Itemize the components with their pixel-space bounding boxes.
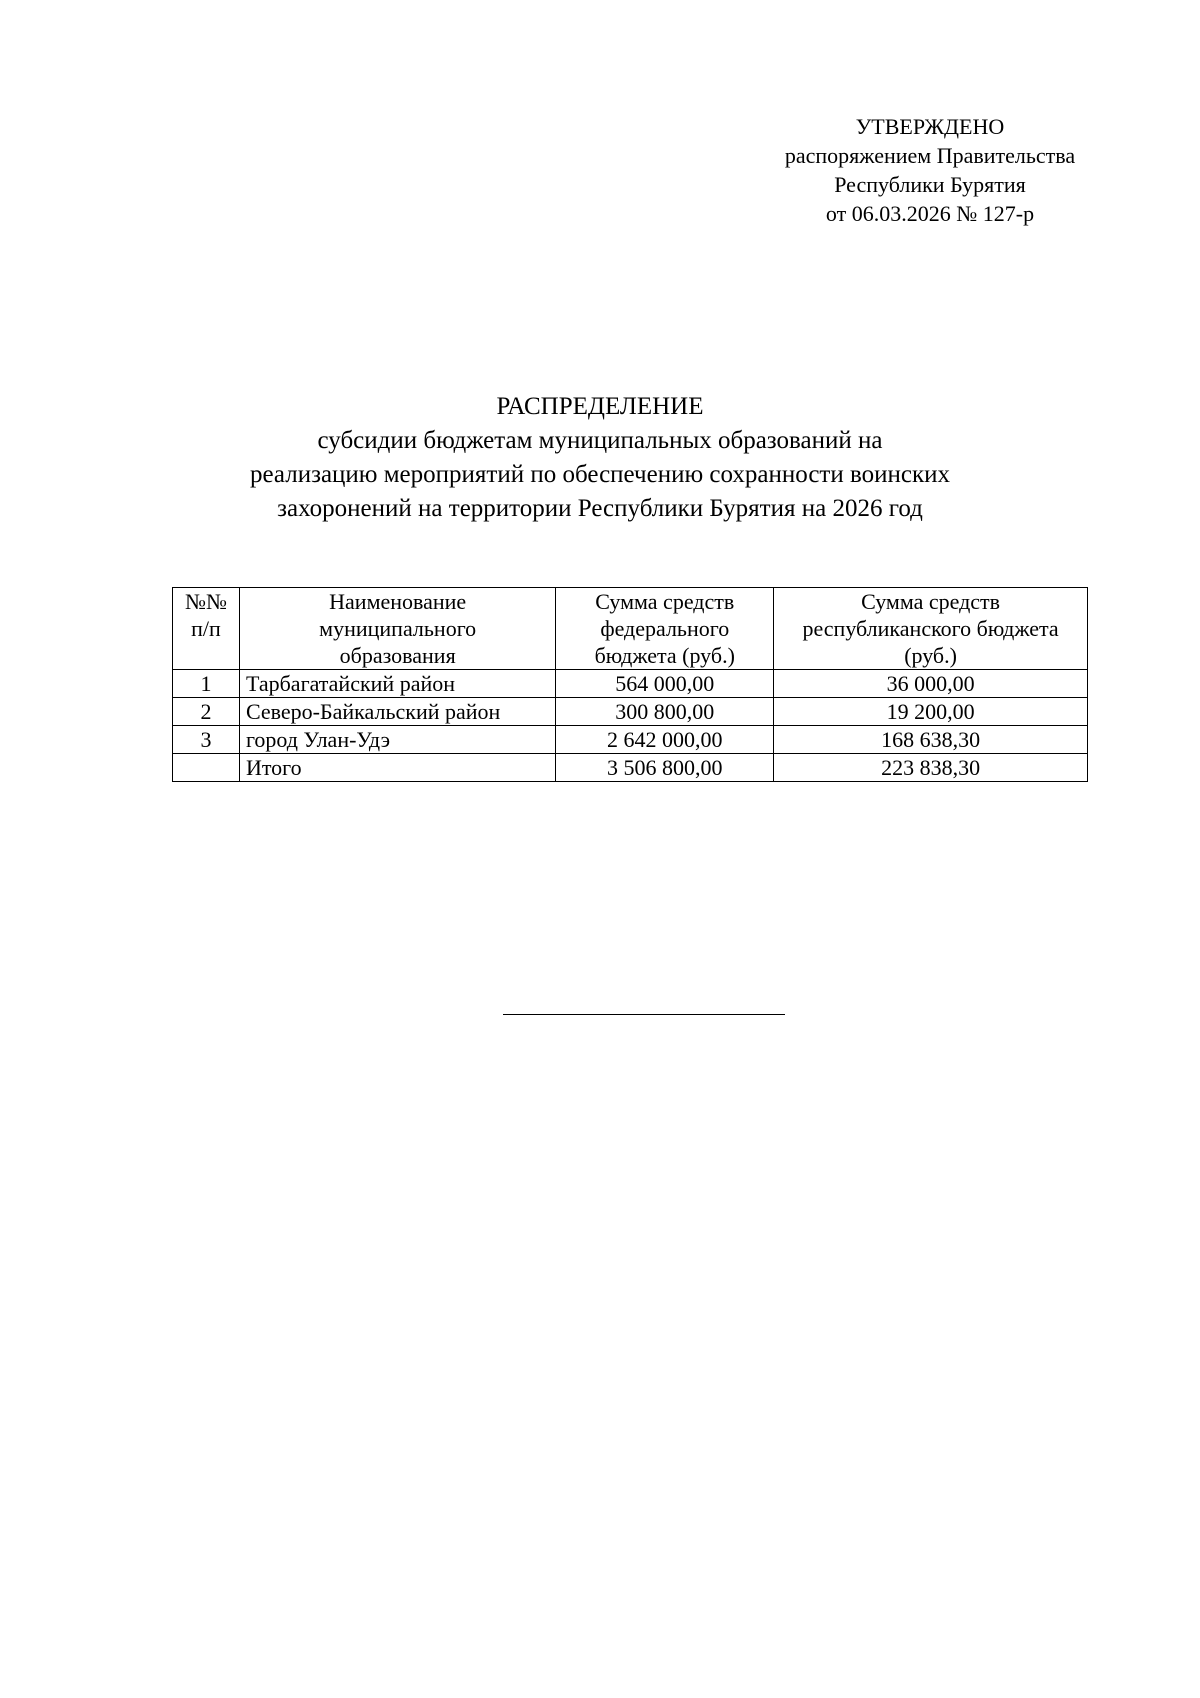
header-number-line-1: №№ [184, 589, 227, 614]
table-row [173, 670, 1088, 698]
approval-stamp [760, 112, 1100, 228]
header-federal-line-1: Сумма средств [595, 589, 735, 614]
header-republic-line-3: (руб.) [904, 643, 957, 668]
header-federal-line-3: бюджета (руб.) [594, 643, 735, 668]
header-municipality [239, 588, 555, 670]
header-republic-line-1: Сумма средств [861, 589, 1001, 614]
distribution-table [172, 587, 1088, 782]
approval-region: Республики Бурятия [834, 172, 1026, 197]
row-federal-amount: 564 000,00 [556, 670, 774, 698]
header-municipality-line-3: образования [339, 643, 456, 668]
row-republic-amount: 168 638,30 [774, 726, 1088, 754]
row-republic-amount: 36 000,00 [774, 670, 1088, 698]
row-federal-amount: 300 800,00 [556, 698, 774, 726]
header-republic-line-2: республиканского бюджета [802, 616, 1059, 641]
table-header [173, 588, 1088, 670]
row-federal-amount: 2 642 000,00 [556, 726, 774, 754]
header-federal-line-2: федерального [600, 616, 730, 641]
row-number: 3 [173, 726, 240, 754]
header-republic-budget [774, 588, 1088, 670]
total-federal-amount: 3 506 800,00 [556, 754, 774, 782]
row-number: 1 [173, 670, 240, 698]
document-subtitle-line-3: захоронений на территории Республики Бурятия на 2026 год [277, 495, 923, 522]
table-total-row [173, 754, 1088, 782]
total-number [173, 754, 240, 782]
header-municipality-line-1: Наименование [329, 589, 467, 614]
document-subtitle-line-1: субсидии бюджетам муниципальных образований на [317, 427, 883, 454]
document-heading: РАСПРЕДЕЛЕНИЕ [496, 393, 704, 420]
closing-divider-line [503, 1014, 785, 1015]
table-row [173, 726, 1088, 754]
document-title [150, 390, 1050, 526]
table-header-row [173, 588, 1088, 670]
row-municipality: Тарбагатайский район [239, 670, 555, 698]
approval-issuer: распоряжением Правительства [784, 143, 1076, 168]
row-republic-amount: 19 200,00 [774, 698, 1088, 726]
header-number-line-2: п/п [191, 616, 221, 641]
row-municipality: Северо-Байкальский район [239, 698, 555, 726]
document-subtitle-line-2: реализацию мероприятий по обеспечению сохранности воинских [250, 461, 950, 488]
table-row [173, 698, 1088, 726]
total-republic-amount: 223 838,30 [774, 754, 1088, 782]
row-municipality: город Улан-Удэ [239, 726, 555, 754]
header-federal-budget [556, 588, 774, 670]
header-number [173, 588, 240, 670]
approval-date-number: от 06.03.2026 № 127-р [825, 201, 1035, 226]
header-municipality-line-2: муниципального [319, 616, 477, 641]
total-label: Итого [239, 754, 555, 782]
approval-title: УТВЕРЖДЕНО [855, 114, 1005, 139]
table-body [173, 670, 1088, 782]
row-number: 2 [173, 698, 240, 726]
